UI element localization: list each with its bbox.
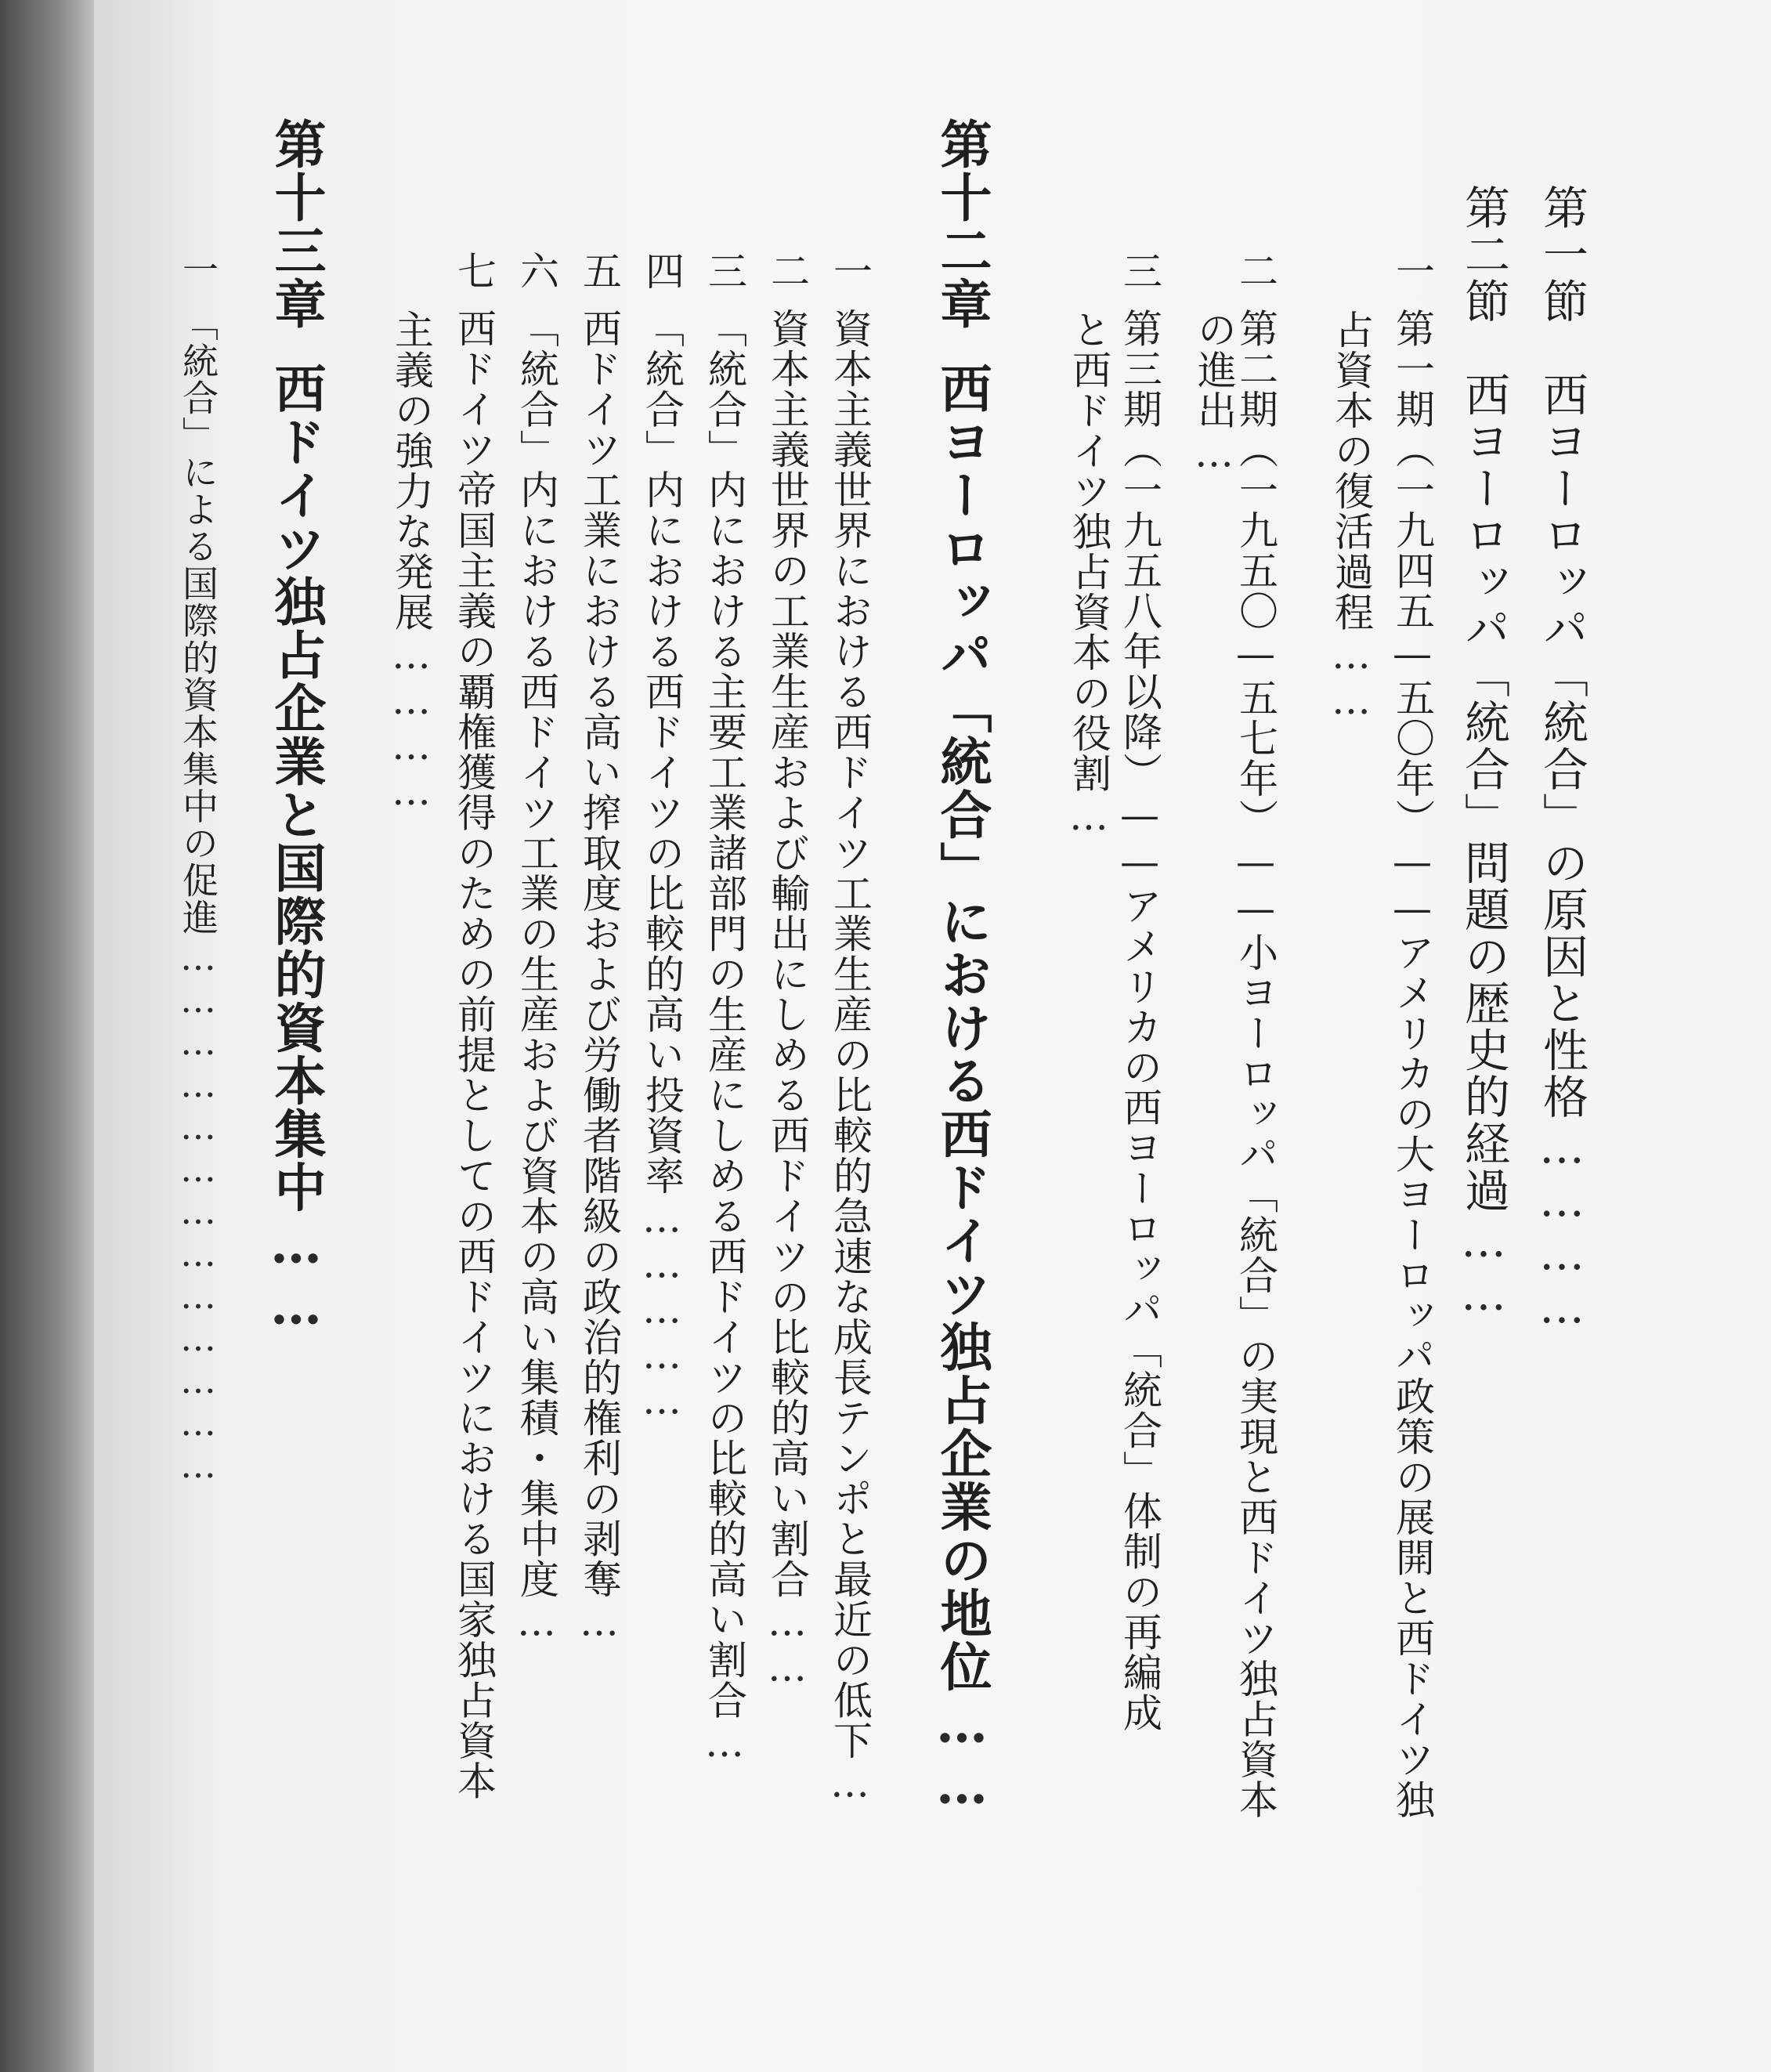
toc-item-continuation (1328, 309, 1374, 723)
leader-dots: …… (1457, 1213, 1510, 1321)
toc-section-1 (1535, 184, 1588, 1333)
leader-dots: …………… (639, 1195, 685, 1423)
leader-dots: … (827, 1760, 873, 1806)
leader-dots: … (1066, 794, 1111, 839)
item-number: 二 (1233, 251, 1278, 291)
item-number: 五 (576, 251, 622, 291)
item-number: 一 (1390, 251, 1435, 291)
chapter-label: 第十二章 (931, 118, 992, 331)
toc-item-continuation (1191, 309, 1237, 476)
item-number: 二 (764, 251, 810, 291)
item-text: 第二期（一九五〇—五七年）——小ヨーロッパ「統合」の実現と西ドイツ独占資本 (1233, 308, 1278, 1820)
item-text: 「統合」内における主要工業諸部門の生産にしめる西ドイツの比較的高い割合 (702, 308, 747, 1720)
leader-dots: …… (266, 1213, 327, 1336)
toc-item (639, 251, 685, 1423)
item-text: 資本主義世界の工業生産および輸出にしめる西ドイツの比較的高い割合 (764, 308, 810, 1600)
leader-dots: ………… (389, 632, 434, 814)
item-text: 第三期（一九五八年以降）——アメリカの西ヨーロッパ「統合」体制の再編成 (1117, 308, 1162, 1733)
leader-dots: … (702, 1720, 747, 1766)
toc-item (576, 251, 622, 1645)
item-number: 七 (451, 251, 497, 291)
toc-chapter-13 (266, 118, 327, 1336)
item-number: 一 (827, 251, 873, 291)
leader-dots: …… (764, 1599, 810, 1691)
item-text: 西ドイツ帝国主義の覇権獲得のための前提としての西ドイツにおける国家独占資本 (451, 308, 497, 1801)
item-text-continued: 主義の強力な発展 (389, 309, 434, 632)
item-number: 一 (177, 251, 219, 288)
item-number: 三 (702, 251, 747, 291)
leader-dots: …… (931, 1693, 992, 1816)
toc-item (827, 251, 873, 1806)
toc-item (177, 251, 219, 1486)
toc-item (764, 251, 810, 1691)
chapter-title: 西ヨーロッパ「統合」における西ドイツ独占企業の地位 (931, 361, 992, 1694)
toc-chapter-12 (931, 118, 992, 1816)
item-text-continued: と西ドイツ独占資本の役割 (1066, 309, 1111, 794)
leader-dots: … (576, 1599, 622, 1645)
toc-section-2 (1457, 184, 1510, 1321)
toc-item (1390, 251, 1435, 1820)
chapter-label: 第十三章 (266, 118, 327, 331)
toc-section-2-title: 第二節 西ヨーロッパ「統合」問題の歴史的経過 (1457, 184, 1510, 1214)
toc-section-1-title: 第一節 西ヨーロッパ「統合」の原因と性格 (1535, 184, 1588, 1120)
item-text-continued: 占資本の復活過程 (1328, 309, 1374, 632)
toc-item (451, 251, 497, 1801)
item-number: 六 (514, 251, 559, 291)
leader-dots: …… (1328, 632, 1374, 723)
leader-dots: ………… (1535, 1119, 1588, 1333)
item-number: 三 (1117, 251, 1162, 291)
item-text: 西ドイツ工業における高い搾取度および労働者階級の政治的権利の剥奪 (576, 308, 622, 1600)
toc-item-continuation (389, 309, 434, 814)
chapter-title: 西ドイツ独占企業と国際的資本集中 (266, 361, 327, 1214)
leader-dots: … (1191, 430, 1237, 476)
item-text: 「統合」内における西ドイツ工業の生産および資本の高い集積・集中度 (514, 308, 559, 1600)
toc-item (514, 251, 559, 1645)
item-number: 四 (639, 251, 685, 291)
toc-item (702, 251, 747, 1766)
toc-item-continuation (1066, 309, 1111, 839)
item-text-continued: の進出 (1191, 309, 1237, 431)
item-text: 「統合」による国際的資本集中の促進 (177, 305, 219, 936)
item-text: 第一期（一九四五—五〇年）——アメリカの大ヨーロッパ政策の展開と西ドイツ独 (1390, 308, 1435, 1820)
leader-dots: … (514, 1599, 559, 1645)
item-text: 資本主義世界における西ドイツ工業生産の比較的急速な成長テンポと最近の低下 (827, 308, 873, 1761)
item-text: 「統合」内における西ドイツの比較的高い投資率 (639, 308, 685, 1196)
toc-item (1117, 251, 1162, 1733)
leader-dots: ………………………………… (177, 935, 219, 1486)
toc-item (1233, 251, 1278, 1820)
